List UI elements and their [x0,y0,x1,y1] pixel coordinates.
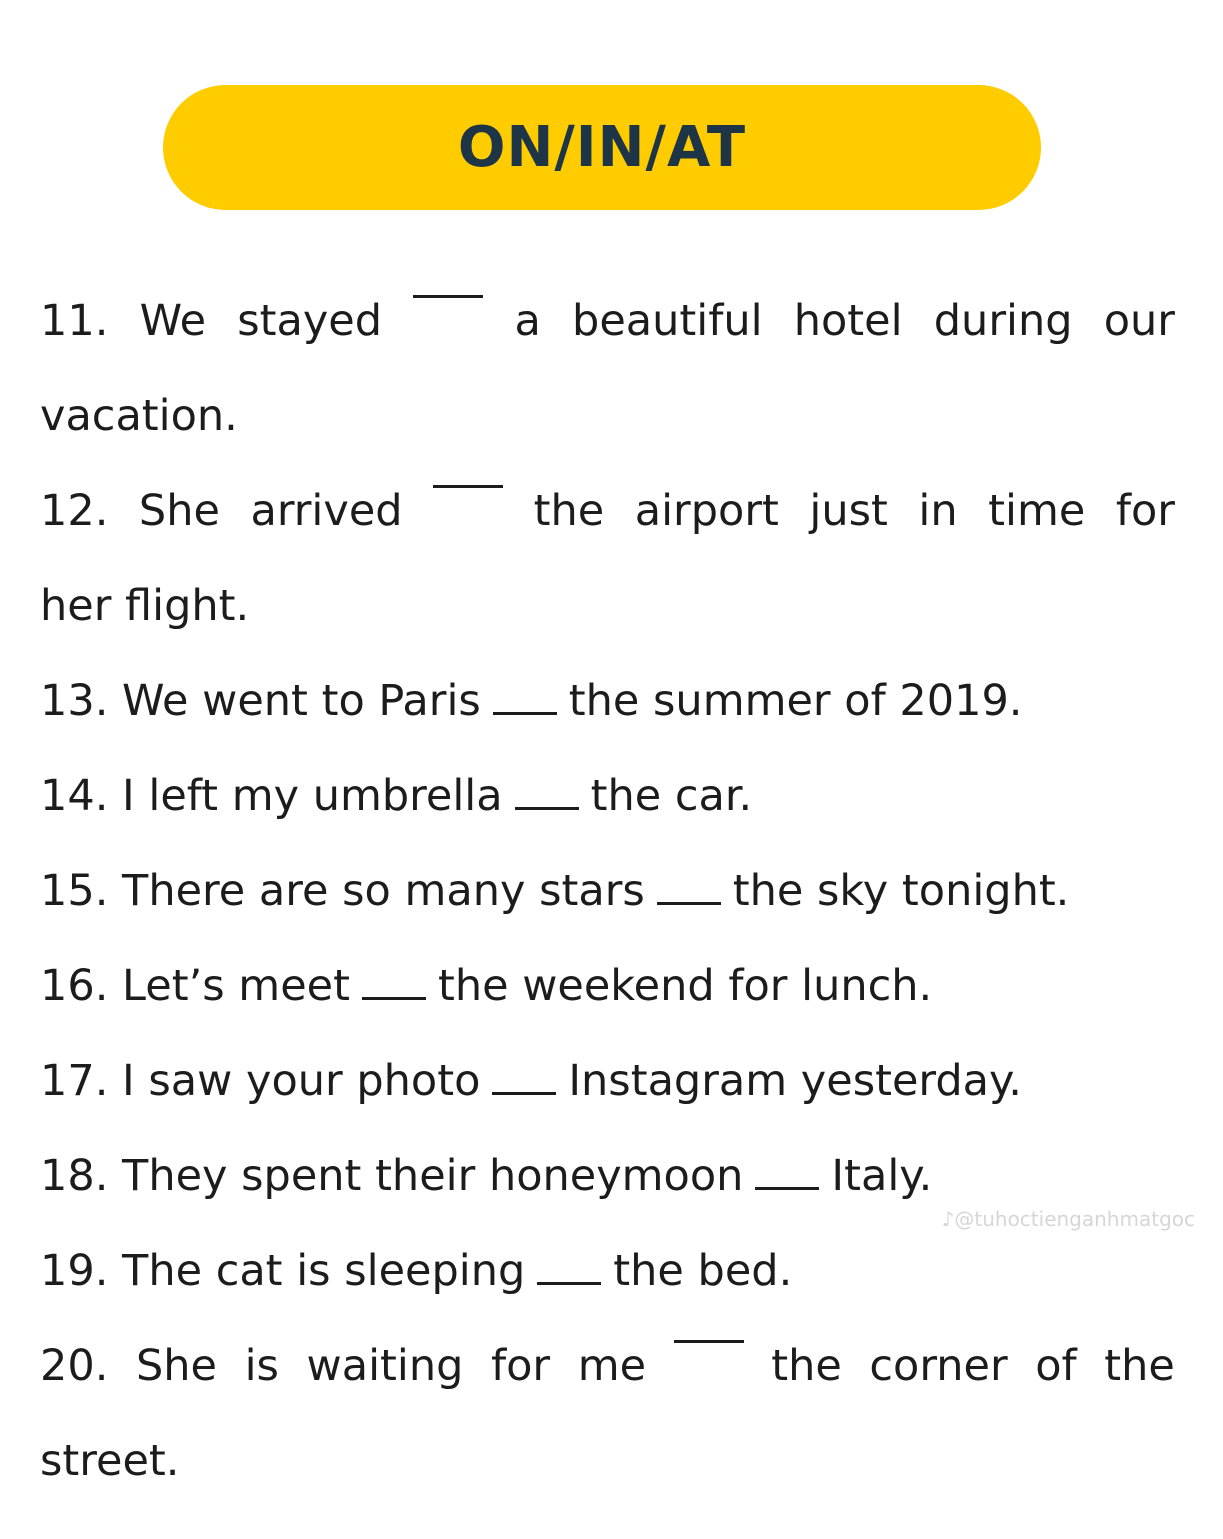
page-title: ON/IN/AT [457,115,747,180]
word: is [244,1341,279,1391]
word: She [138,486,220,536]
question-number: 11. [40,296,109,346]
word: stayed [237,296,383,346]
question-text-after: the weekend for lunch. [437,961,933,1011]
word: corner [869,1341,1008,1391]
word: the [771,1341,842,1391]
word: the [1104,1341,1175,1391]
watermark-text: @tuhoctienganhmatgoc [954,1207,1195,1231]
word: our [1103,296,1175,346]
question-18 [40,1150,932,1202]
question-16 [40,960,932,1012]
word: hotel [793,296,903,346]
word: a [514,296,541,346]
question-number: 12. [40,486,109,536]
word: me [577,1341,647,1391]
question-text-after: Instagram yesterday. [568,1056,1022,1106]
question-14 [40,770,752,822]
answer-blank-18[interactable] [755,1187,819,1190]
word: during [933,296,1073,346]
word: waiting [306,1341,464,1391]
question-19 [40,1245,792,1297]
question-12-line-2: her flight. [40,581,250,631]
question-text-after: Italy. [831,1151,933,1201]
word: in [918,486,958,536]
answer-blank-12[interactable] [433,485,503,488]
question-text-before: 16. Let’s meet [40,961,350,1011]
word: the [533,486,605,536]
answer-blank-16[interactable] [362,997,426,1000]
question-13 [40,675,1022,727]
question-11-line-2: vacation. [40,391,238,441]
question-text-before: 13. We went to Paris [40,676,481,726]
question-text-after: the bed. [613,1246,793,1296]
word: just [809,486,888,536]
answer-blank-20[interactable] [674,1340,744,1343]
title-banner [163,85,1041,210]
answer-blank-11[interactable] [413,295,483,298]
question-17 [40,1055,1022,1107]
answer-blank-19[interactable] [537,1282,601,1285]
question-20-line-2: street. [40,1436,180,1486]
question-15 [40,865,1069,917]
word: for [490,1341,551,1391]
question-text-before: 14. I left my umbrella [40,771,503,821]
question-text-before: 17. I saw your photo [40,1056,481,1106]
question-number: 20. [40,1341,109,1391]
question-text-before: 18. They spent their honeymoon [40,1151,744,1201]
question-text-after: the car. [590,771,753,821]
answer-blank-17[interactable] [492,1092,556,1095]
word: airport [634,486,779,536]
word: We [139,296,207,346]
question-text-after: the sky tonight. [732,866,1070,916]
question-text-before: 15. There are so many stars [40,866,645,916]
answer-blank-14[interactable] [515,807,579,810]
answer-blank-13[interactable] [493,712,557,715]
word: for [1115,486,1175,536]
word: arrived [250,486,403,536]
question-text-after: the summer of 2019. [568,676,1023,726]
word: She [135,1341,217,1391]
question-text-before: 19. The cat is sleeping [40,1246,526,1296]
question-20-line-1 [40,1340,1175,1392]
word: of [1035,1341,1077,1391]
question-11-line-1 [40,295,1175,347]
answer-blank-15[interactable] [657,902,721,905]
tiktok-icon: ♪ [941,1207,955,1231]
question-12-line-1 [40,485,1175,537]
word: time [988,486,1086,536]
word: beautiful [572,296,763,346]
watermark [942,1207,1195,1231]
